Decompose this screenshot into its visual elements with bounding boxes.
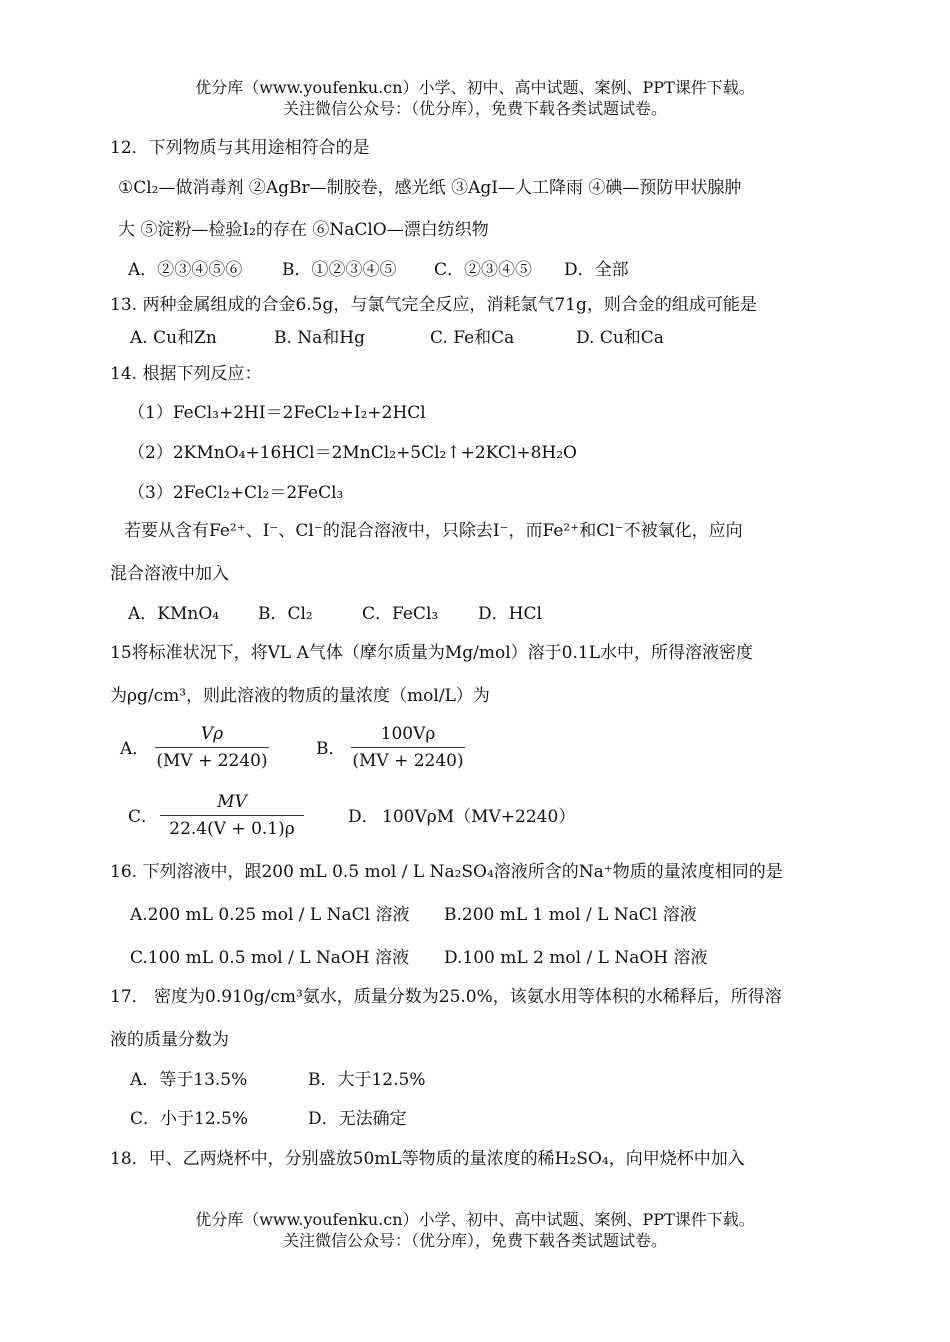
q18-line1: 18．甲、乙两烧杯中，分别盛放50mL等物质的量浓度的稀H₂SO₄，向甲烧杯中加入 (110, 1149, 745, 1169)
q14-reaction-2: （2）2KMnO₄+16HCl＝2MnCl₂+5Cl₂↑+2KCl+8H₂O (128, 443, 577, 463)
q14-stem: 14. 根据下列反应： (110, 364, 262, 384)
q15-label-b: B． (316, 739, 346, 759)
q16-stem: 16. 下列溶液中，跟200 mL 0.5 mol / L Na₂SO₄溶液所含的Na⁺物质的量浓度相同的是 (110, 862, 783, 882)
q15-label-d: D． (348, 807, 379, 827)
q12-stem: 12．下列物质与其用途相符合的是 (110, 138, 370, 158)
q14-option-c: C．FeCl₃ (362, 604, 439, 624)
footer-line-1: 优分库（www.youfenku.cn）小学、初中、高中试题、案例、PPT课件下载。 (195, 1210, 755, 1229)
q17-option-b: B．大于12.5% (308, 1070, 426, 1090)
q15-a-denominator: (MV + 2240) (156, 751, 268, 771)
q15-option-c-fraction (160, 792, 304, 839)
q14-option-a: A．KMnO₄ (128, 604, 220, 624)
q12-option-a: A．②③④⑤⑥ (128, 260, 243, 280)
q15-b-numerator: 100Vρ (380, 724, 436, 744)
q17-line1: 17． 密度为0.910g/cm³氨水，质量分数为25.0%，该氨水用等体积的水稀释后，所得溶 (110, 987, 782, 1007)
q14-option-b: B．Cl₂ (258, 604, 313, 624)
q13-option-c: C. Fe和Ca (430, 328, 515, 348)
q15-b-denominator: (MV + 2240) (352, 751, 464, 771)
q12-option-c: C．②③④⑤ (434, 260, 533, 280)
q15-c-denominator: 22.4(V + 0.1)ρ (169, 819, 295, 839)
q12-option-b: B．①②③④⑤ (282, 260, 397, 280)
q13-option-a: A. Cu和Zn (130, 328, 217, 348)
q15-c-numerator: MV (217, 792, 247, 812)
q14-reaction-3: （3）2FeCl₂+Cl₂＝2FeCl₃ (128, 483, 344, 503)
q13-option-b: B. Na和Hg (274, 328, 366, 348)
q15-a-numerator: Vρ (200, 724, 224, 744)
q14-question-line1: 若要从含有Fe²⁺、I⁻、Cl⁻的混合溶液中，只除去I⁻，而Fe²⁺和Cl⁻不被氧化，应向 (124, 521, 743, 541)
q13-stem: 13. 两种金属组成的合金6.5g，与氯气完全反应，消耗氯气71g，则合金的组成可能是 (110, 295, 757, 315)
q16-option-d: D.100 mL 2 mol / L NaOH 溶液 (444, 948, 708, 968)
q13-option-d: D. Cu和Ca (576, 328, 664, 348)
q12-items-line1: ①Cl₂—做消毒剂 ②AgBr—制胶卷，感光纸 ③AgI—人工降雨 ④碘—预防甲状腺肿 (118, 178, 742, 198)
q15-option-d-text: 100VρM（MV+2240） (382, 807, 576, 827)
q17-option-a: A．等于13.5% (130, 1070, 248, 1090)
q12-option-d: D．全部 (564, 260, 629, 280)
q17-option-d: D．无法确定 (308, 1109, 407, 1129)
q15-label-c: C． (128, 807, 159, 827)
q16-option-b: B.200 mL 1 mol / L NaCl 溶液 (444, 905, 697, 925)
q12-items-line2: 大 ⑤淀粉—检验I₂的存在 ⑥NaClO—漂白纺织物 (118, 220, 489, 240)
header-line-2: 关注微信公众号：（优分库），免费下载各类试题试卷。 (282, 99, 667, 118)
q14-question-line2: 混合溶液中加入 (110, 564, 229, 584)
q15-option-a-fraction (155, 724, 269, 771)
q15-option-b-fraction (351, 724, 465, 771)
q14-reaction-1: （1）FeCl₃+2HI＝2FeCl₂+I₂+2HCl (128, 403, 426, 423)
q16-option-a: A.200 mL 0.25 mol / L NaCl 溶液 (130, 905, 410, 925)
q15-line1: 15将标准状况下，将VL A气体（摩尔质量为Mg/mol）溶于0.1L水中，所得溶液密度 (110, 643, 754, 663)
q14-option-d: D．HCl (478, 604, 542, 624)
q15-line2: 为ρg/cm³，则此溶液的物质的量浓度（mol/L）为 (110, 686, 490, 706)
q16-option-c: C.100 mL 0.5 mol / L NaOH 溶液 (130, 948, 410, 968)
q17-line2: 液的质量分数为 (110, 1030, 229, 1050)
footer-line-2: 关注微信公众号：（优分库），免费下载各类试题试卷。 (282, 1231, 667, 1250)
header-line-1: 优分库（www.youfenku.cn）小学、初中、高中试题、案例、PPT课件下载。 (195, 78, 755, 97)
q15-label-a: A． (120, 739, 150, 759)
q17-option-c: C．小于12.5% (130, 1109, 249, 1129)
